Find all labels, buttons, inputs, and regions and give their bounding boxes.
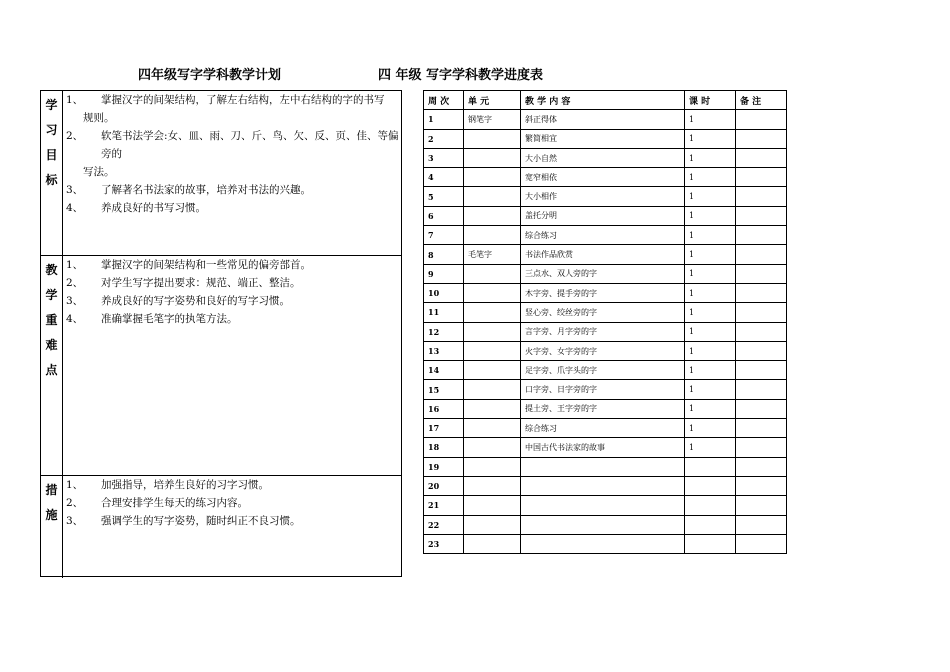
cell-hours: 1: [685, 264, 736, 283]
cell-note: [736, 110, 787, 129]
cell-week: 6: [424, 206, 464, 225]
cell-week: 3: [424, 148, 464, 167]
cell-note: [736, 148, 787, 167]
cell-unit: [464, 283, 521, 302]
teaching-plan-table: [40, 90, 402, 577]
section-label: 学 习 目 标: [41, 91, 63, 255]
cell-hours: 1: [685, 419, 736, 438]
cell-unit: [464, 361, 521, 380]
cell-week: 11: [424, 303, 464, 322]
list-item: 3、 强调学生的写字姿势，随时纠正不良习惯。: [66, 515, 301, 527]
list-item: 1、 加强指导，培养生良好的习字习惯。: [66, 479, 269, 491]
cell-note: [736, 168, 787, 187]
cell-unit: [464, 322, 521, 341]
cell-unit: [464, 534, 521, 553]
cell-week: 10: [424, 283, 464, 302]
cell-unit: 钢笔字: [464, 110, 521, 129]
cell-content: 中国古代书法家的故事: [521, 438, 685, 457]
cell-note: [736, 399, 787, 418]
cell-week: 23: [424, 534, 464, 553]
cell-content: 口字旁、日字旁的字: [521, 380, 685, 399]
table-row: [424, 187, 787, 206]
list-item: 4、 准确掌握毛笔字的执笔方法。: [66, 313, 238, 325]
cell-note: [736, 264, 787, 283]
cell-week: 15: [424, 380, 464, 399]
cell-hours: 1: [685, 341, 736, 360]
cell-content: [521, 496, 685, 515]
cell-note: [736, 245, 787, 264]
cell-note: [736, 476, 787, 495]
cell-week: 7: [424, 226, 464, 245]
table-row: [424, 168, 787, 187]
table-row: [424, 399, 787, 418]
cell-week: 14: [424, 361, 464, 380]
cell-hours: 1: [685, 283, 736, 302]
cell-content: 竖心旁、绞丝旁的字: [521, 303, 685, 322]
cell-unit: [464, 419, 521, 438]
cell-week: 9: [424, 264, 464, 283]
table-row: [424, 457, 787, 476]
list-item: 3、 养成良好的写字姿势和良好的写字习惯。: [66, 295, 290, 307]
cell-content: 足字旁、爪字头的字: [521, 361, 685, 380]
table-row: [424, 245, 787, 264]
cell-note: [736, 341, 787, 360]
cell-note: [736, 438, 787, 457]
table-row: [424, 361, 787, 380]
table-row: [424, 534, 787, 553]
cell-content: 三点水、双人旁的字: [521, 264, 685, 283]
cell-week: 12: [424, 322, 464, 341]
cell-hours: 1: [685, 129, 736, 148]
table-row: [424, 341, 787, 360]
cell-unit: [464, 515, 521, 534]
cell-unit: [464, 148, 521, 167]
cell-week: 1: [424, 110, 464, 129]
cell-hours: 1: [685, 206, 736, 225]
list-item: 2、 对学生写字提出要求：规范、端正、整洁。: [66, 277, 301, 289]
table-row: [424, 515, 787, 534]
cell-unit: [464, 380, 521, 399]
cell-note: [736, 419, 787, 438]
cell-content: [521, 476, 685, 495]
cell-hours: [685, 534, 736, 553]
cell-hours: 1: [685, 245, 736, 264]
cell-note: [736, 303, 787, 322]
table-row: [424, 322, 787, 341]
cell-note: [736, 226, 787, 245]
cell-unit: [464, 341, 521, 360]
table-row: [424, 264, 787, 283]
cell-week: 16: [424, 399, 464, 418]
cell-hours: [685, 515, 736, 534]
cell-content: [521, 534, 685, 553]
header-content: 教 学 内 容: [521, 91, 685, 110]
cell-hours: [685, 496, 736, 515]
header-week: 周 次: [424, 91, 464, 110]
table-row: [424, 226, 787, 245]
cell-content: 综合练习: [521, 419, 685, 438]
list-item: 1、 掌握汉字的间架结构，了解左右结构，左中右结构的字的书写: [66, 94, 385, 106]
cell-week: 17: [424, 419, 464, 438]
cell-hours: 1: [685, 380, 736, 399]
section-label: 教 学 重 难 点: [41, 256, 63, 476]
cell-note: [736, 515, 787, 534]
list-item: 1、 掌握汉字的间架结构和一些常见的偏旁部首。: [66, 259, 311, 271]
cell-content: 盖托分明: [521, 206, 685, 225]
cell-note: [736, 380, 787, 399]
cell-week: 20: [424, 476, 464, 495]
plan-title: 四年级写字学科教学计划: [138, 68, 282, 83]
cell-content: [521, 457, 685, 476]
cell-note: [736, 534, 787, 553]
cell-week: 2: [424, 129, 464, 148]
cell-unit: [464, 226, 521, 245]
header-notes: 备 注: [736, 91, 787, 110]
cell-week: 13: [424, 341, 464, 360]
cell-unit: [464, 187, 521, 206]
cell-hours: [685, 476, 736, 495]
cell-unit: [464, 206, 521, 225]
cell-unit: [464, 129, 521, 148]
cell-note: [736, 457, 787, 476]
cell-unit: [464, 476, 521, 495]
cell-hours: 1: [685, 322, 736, 341]
cell-week: 4: [424, 168, 464, 187]
cell-hours: 1: [685, 438, 736, 457]
cell-note: [736, 206, 787, 225]
cell-note: [736, 322, 787, 341]
schedule-table: [423, 90, 787, 554]
cell-note: [736, 129, 787, 148]
list-item: 4、 养成良好的书写习惯。: [66, 202, 206, 214]
table-row: [424, 496, 787, 515]
schedule-title: 四 年级 写字学科教学进度表: [378, 68, 544, 83]
cell-content: 木字旁、提手旁的字: [521, 283, 685, 302]
list-item-continuation: 写法。: [83, 166, 115, 178]
cell-content: [521, 515, 685, 534]
cell-hours: 1: [685, 303, 736, 322]
cell-content: 提土旁、王字旁的字: [521, 399, 685, 418]
cell-hours: 1: [685, 361, 736, 380]
cell-week: 18: [424, 438, 464, 457]
cell-note: [736, 283, 787, 302]
list-item-continuation: 规则。: [83, 112, 115, 124]
cell-content: 火字旁、女字旁的字: [521, 341, 685, 360]
cell-week: 5: [424, 187, 464, 206]
cell-hours: 1: [685, 110, 736, 129]
cell-content: 大小自然: [521, 148, 685, 167]
table-row: [424, 110, 787, 129]
table-row: [424, 129, 787, 148]
cell-content: 言字旁、月字旁的字: [521, 322, 685, 341]
cell-week: 22: [424, 515, 464, 534]
header-hours: 课 时: [685, 91, 736, 110]
section-key-difficulties: [41, 255, 401, 476]
cell-hours: [685, 457, 736, 476]
cell-week: 21: [424, 496, 464, 515]
list-item: 2、 合理安排学生每天的练习内容。: [66, 497, 248, 509]
cell-content: 斜正得体: [521, 110, 685, 129]
cell-week: 8: [424, 245, 464, 264]
cell-hours: 1: [685, 226, 736, 245]
cell-unit: [464, 303, 521, 322]
cell-unit: [464, 168, 521, 187]
table-row: [424, 148, 787, 167]
table-row: [424, 206, 787, 225]
table-row: [424, 380, 787, 399]
cell-content: 书法作品欣赏: [521, 245, 685, 264]
table-row: [424, 303, 787, 322]
cell-content: 繁简相宜: [521, 129, 685, 148]
header-unit: 单 元: [464, 91, 521, 110]
cell-hours: 1: [685, 187, 736, 206]
cell-unit: [464, 264, 521, 283]
section-learning-goals: [41, 91, 401, 255]
list-item: 2、 软笔书法学会:女、皿、雨、刀、斤、鸟、欠、反、页、佳、等偏旁的: [66, 130, 399, 160]
section-label: 措 施: [41, 476, 63, 578]
cell-unit: [464, 457, 521, 476]
cell-unit: [464, 438, 521, 457]
cell-hours: 1: [685, 168, 736, 187]
table-row: [424, 438, 787, 457]
section-measures: [41, 475, 401, 578]
cell-hours: 1: [685, 148, 736, 167]
cell-note: [736, 361, 787, 380]
cell-unit: [464, 496, 521, 515]
cell-unit: 毛笔字: [464, 245, 521, 264]
table-row: [424, 283, 787, 302]
cell-unit: [464, 399, 521, 418]
table-row: [424, 476, 787, 495]
list-item: 3、 了解著名书法家的故事，培养对书法的兴趣。: [66, 184, 311, 196]
table-header-row: [424, 91, 787, 110]
cell-note: [736, 496, 787, 515]
cell-content: 宽窄相依: [521, 168, 685, 187]
cell-note: [736, 187, 787, 206]
cell-week: 19: [424, 457, 464, 476]
cell-hours: 1: [685, 399, 736, 418]
cell-content: 大小相作: [521, 187, 685, 206]
cell-content: 综合练习: [521, 226, 685, 245]
table-row: [424, 419, 787, 438]
